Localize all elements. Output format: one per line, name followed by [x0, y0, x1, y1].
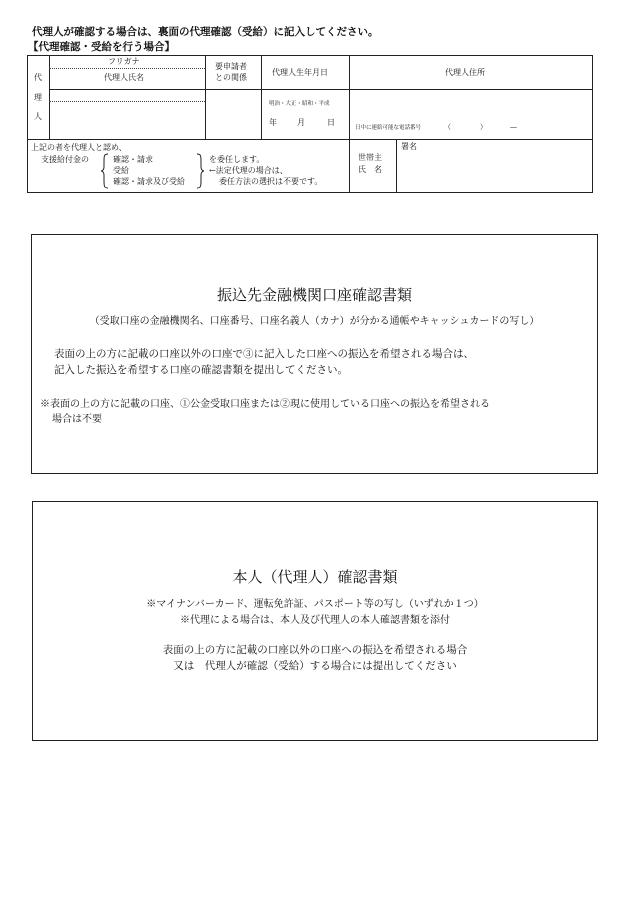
bank-box-instruction-1: 表面の上の方に記載の口座以外の口座で③に記入した口座への振込を希望される場合は、 — [54, 348, 474, 360]
agent-side-label-3: 人 — [34, 112, 42, 121]
agent-address-input[interactable] — [350, 90, 593, 120]
delegation-suffix: を委任します。 — [209, 155, 265, 164]
relation-input[interactable] — [206, 90, 261, 138]
birth-month-label: 月 — [297, 118, 305, 127]
household-head-label-1: 世帯主 — [358, 153, 382, 162]
grid-line — [261, 56, 262, 139]
household-head-label-2: 氏 名 — [358, 165, 382, 174]
right-brace-icon — [196, 153, 204, 189]
delegation-line: 上記の者を代理人と認め、 — [31, 143, 127, 152]
furigana-dotted-line — [49, 68, 205, 69]
birth-year-label: 年 — [269, 118, 277, 127]
id-box-title: 本人（代理人）確認書類 — [232, 568, 398, 586]
id-box-line-4: 又は 代理人が確認（受給）する場合には提出してください — [173, 660, 457, 672]
option-confirm-claim[interactable]: 確認・請求 — [113, 155, 153, 164]
id-box-line-1: ※マイナンバーカード、運転免許証、パスポート等の写し（いずれか１つ） — [146, 599, 484, 610]
delegation-prefix: 支援給付金の — [41, 155, 89, 164]
era-options[interactable]: 明治・大正・昭和・平成 — [269, 101, 330, 107]
relation-header-1: 要申請者 — [215, 62, 247, 71]
option-receive[interactable]: 受給 — [113, 166, 129, 175]
signature-label: 署名 — [401, 142, 417, 151]
bank-box-note-2: 場合は不要 — [52, 414, 102, 425]
agent-form-table — [27, 55, 593, 193]
bank-account-documents-box — [31, 234, 598, 474]
left-brace-icon — [101, 153, 109, 189]
bank-box-subtitle: （受取口座の金融機関名、口座番号、口座名義人（カナ）が分かる通帳やキャッシュカードの写し） — [89, 316, 540, 327]
grid-line — [349, 56, 350, 193]
agent-dob-header: 代理人生年月日 — [272, 68, 328, 77]
bank-box-title: 振込先金融機関口座確認書類 — [216, 286, 412, 304]
phone-paren-open: （ — [444, 123, 451, 131]
agent-address-header: 代理人住所 — [445, 68, 485, 77]
legal-note-1: ←法定代理の場合は、 — [209, 166, 288, 175]
agent-furigana-input[interactable] — [50, 90, 205, 101]
identity-documents-box — [32, 501, 598, 741]
id-box-line-2: ※代理による場合は、本人及び代理人の本人確認書類を添付 — [180, 615, 450, 626]
signature-input[interactable] — [397, 152, 593, 193]
agent-name-header: 代理人氏名 — [104, 73, 144, 82]
bank-box-note-1: ※表面の上の方に記載の口座、①公金受取口座または②現に使用している口座への振込を希望される — [40, 399, 490, 410]
id-box-line-3: 表面の上の方に記載の口座以外の口座への振込を希望される場合 — [162, 644, 468, 656]
relation-header-2: との関係 — [215, 73, 247, 82]
section-heading: 【代理確認・受給を行う場合】 — [28, 41, 175, 53]
agent-side-label-2: 理 — [34, 93, 42, 102]
phone-paren-close: ） — [480, 123, 487, 131]
furigana-label: フリガナ — [108, 57, 140, 66]
phone-dash: — — [510, 123, 517, 131]
agent-notice: 代理人が確認する場合は、裏面の代理確認（受給）に記入してください。 — [32, 26, 379, 38]
phone-label: 日中に連絡可能な電話番号 — [355, 125, 422, 131]
legal-note-2: 委任方法の選択は不要です。 — [219, 177, 323, 186]
agent-name-input[interactable] — [50, 102, 205, 138]
birth-day-label: 日 — [327, 118, 335, 127]
grid-line — [28, 139, 593, 140]
bank-box-instruction-2: 記入した振込を希望する口座の確認書類を提出してください。 — [54, 364, 348, 376]
option-confirm-claim-receive[interactable]: 確認・請求及び受給 — [113, 177, 185, 186]
agent-side-label-1: 代 — [34, 73, 42, 82]
